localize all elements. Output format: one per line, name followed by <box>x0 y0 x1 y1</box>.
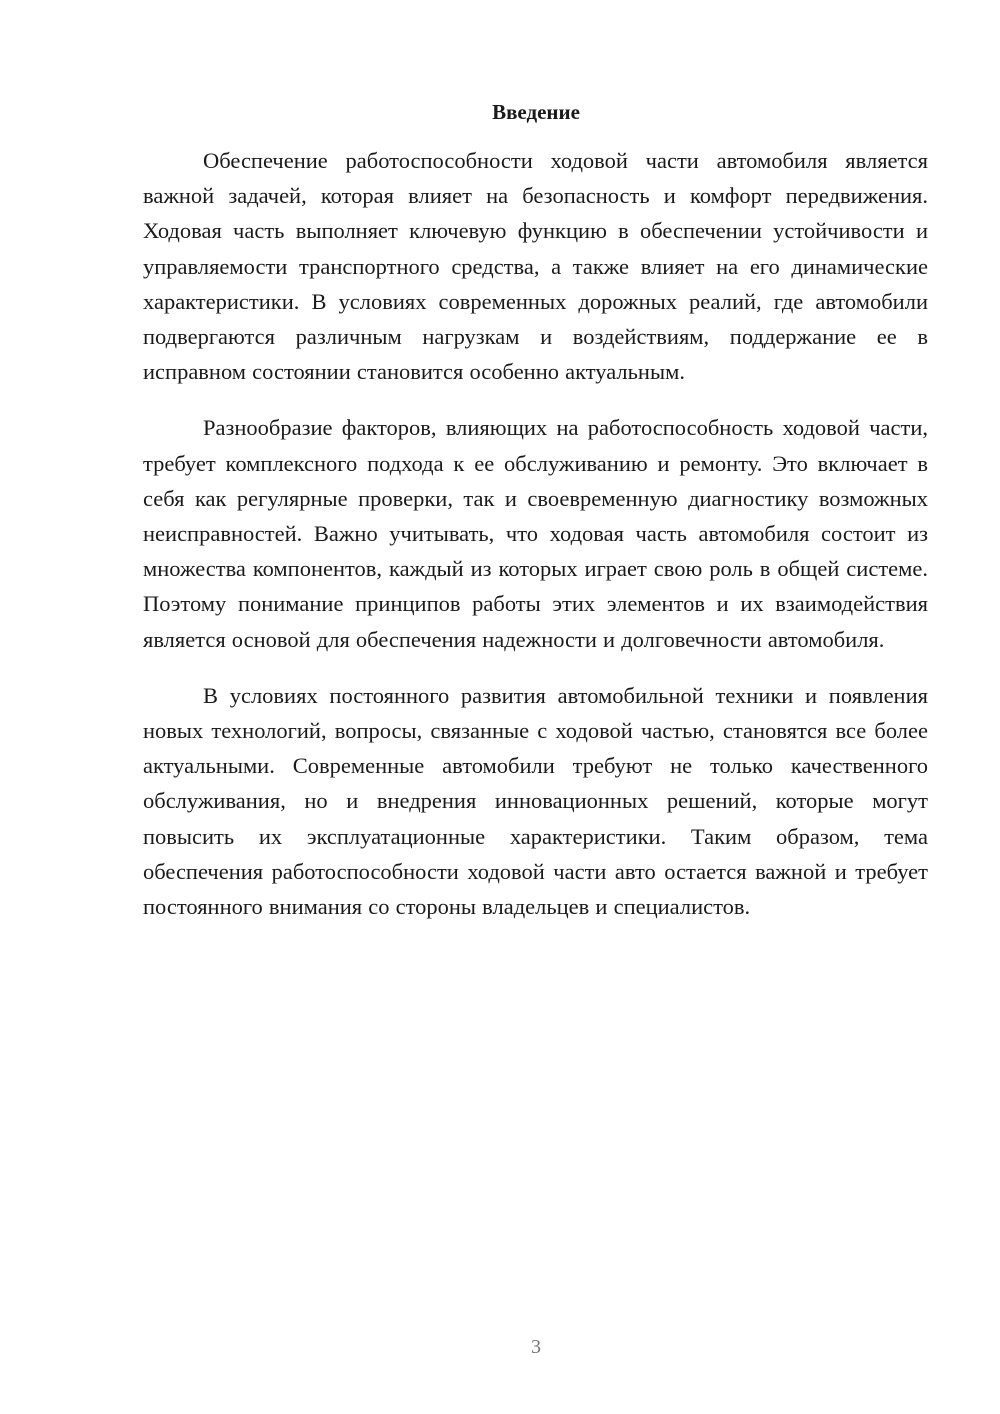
paragraph-1: Обеспечение работоспособности ходовой части автомобиля является важной задачей, которая влияет на безопасность и комфорт передвижения. Ходовая часть выполняет ключевую функцию в обеспечении устойчивости и управляемости транспортного средства, а также влияет на его динамические характеристики. В условиях современных дорожных реалий, где автомобили подвергаются различным нагрузкам и воздействиям, поддержание ее в исправном состоянии становится особенно актуальным. <box>143 148 928 385</box>
section-title: Введение <box>492 100 580 124</box>
paragraph-2: Разнообразие факторов, влияющих на работоспособность ходовой части, требует комплексного подхода к ее обслуживанию и ремонту. Это включает в себя как регулярные проверки, так и своевременную диагностику возможных неисправностей. Важно учитывать, что ходовая часть автомобиля состоит из множества компонентов, каждый из которых играет свою роль в общей системе. Поэтому понимание принципов работы этих элементов и их взаимодействия является основой для обеспечения надежности и долговечности автомобиля. <box>143 415 928 652</box>
paragraph-3: В условиях постоянного развития автомобильной техники и появления новых технологий, вопросы, связанные с ходовой частью, становятся все более актуальными. Современные автомобили требуют не только качественного обслуживания, но и внедрения инновационных решений, которые могут повысить их эксплуатационные характеристики. Таким образом, тема обеспечения работоспособности ходовой части авто остается важной и требует постоянного внимания со стороны владельцев и специалистов. <box>143 682 928 920</box>
body-text <box>143 143 928 945</box>
page-number: 3 <box>531 1336 541 1358</box>
